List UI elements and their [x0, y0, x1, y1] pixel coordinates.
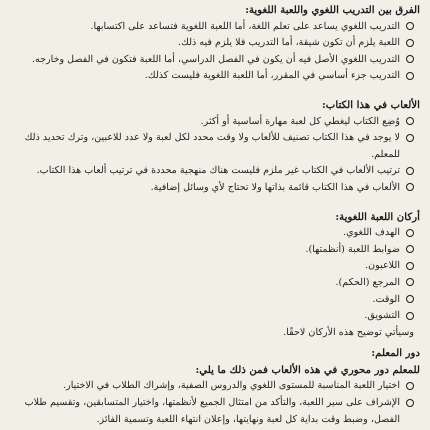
list-item — [8, 225, 420, 242]
circle-bullet-icon — [406, 39, 414, 47]
list-item-text: اللاعبون. — [365, 260, 400, 272]
list-item-text: المرجع (الحكم). — [335, 276, 400, 288]
list-item-text: ترتيب الألعاب في الكتاب غير ملزم فليست هناك منهجية محددة في ترتيب ألعاب هذا الكتاب. — [36, 165, 400, 177]
list-item-text: التدريب اللغوي الأصل فيه أن يكون في الفصل الدراسي، أما اللعبة فتكون في الفصل وخارجه. — [31, 53, 400, 65]
circle-bullet-icon — [406, 295, 414, 303]
list-item-text: الألعاب في هذا الكتاب قائمة بذاتها ولا تحتاج لأي وسائل إضافية. — [150, 181, 400, 193]
circle-bullet-icon — [406, 183, 414, 191]
circle-bullet-icon — [406, 229, 414, 237]
list-item-text: التدريب اللغوي يساعد على تعلم اللغة، أما اللعبة اللغوية فتساعد على اكتسابها. — [90, 20, 400, 32]
circle-bullet-icon — [406, 167, 414, 175]
circle-bullet-icon — [406, 382, 414, 390]
list-item-text: الوقت. — [372, 293, 400, 305]
list-item — [8, 180, 420, 197]
list-item — [8, 35, 420, 52]
circle-bullet-icon — [406, 312, 414, 320]
list-item — [8, 68, 420, 85]
circle-bullet-icon — [406, 22, 414, 30]
list-item-text: لا يوجد في هذا الكتاب تصنيف للألعاب ولا وقت محدد لكل لعبة ولا عدد للاعبين، وترك تحديد ذلك للمعلم. — [24, 132, 400, 160]
section-heading-teacher-role: دور المعلم: — [371, 347, 420, 360]
list-item — [8, 114, 420, 131]
list-item — [8, 275, 420, 292]
list-item-text: الهدف اللغوي. — [343, 227, 400, 239]
list-item-text: اختيار اللعبة المناسبة للمستوى اللغوي والدروس الصفية، وإشراك الطلاب في الاختيار. — [63, 380, 400, 392]
list-item-text: الإشراف على سير اللعبة، والتأكد من امتثال الجميع لأنظمتها، واختيار المتسابقين، وتقسيم طلاب الفصل، وضبط وقت بداية كل لعبة ونهايتها، وإعلان انتهاء اللعبة وتسمية الفائز. — [24, 397, 400, 425]
list-item-text: التشويق. — [364, 310, 400, 322]
section-intro: للمعلم دور محوري في هذه الألعاب فمن ذلك ما يلي: — [195, 363, 420, 376]
section-heading-game-pillars: أركان اللعبة اللغوية: — [335, 210, 420, 223]
list-item — [8, 258, 420, 275]
section-note: وسيأتي توضيح هذه الأركان لاحقًا. — [283, 326, 414, 338]
list-item — [8, 378, 420, 395]
list-item — [8, 19, 420, 36]
list-item-text: ضوابط اللعبة (أنظمتها). — [305, 243, 400, 255]
circle-bullet-icon — [406, 262, 414, 270]
list-item — [8, 292, 420, 309]
section-heading-differences: الفرق بين التدريب اللغوي واللعبة اللغوية: — [245, 4, 420, 16]
circle-bullet-icon — [406, 72, 414, 80]
circle-bullet-icon — [406, 245, 414, 253]
list-item — [8, 308, 420, 325]
list-item-text: التدريب جزء أساسي في المقرر، أما اللعبة اللغوية فليست كذلك. — [144, 70, 400, 82]
list-item-text: وُضِع الكتاب ليغطي كل لعبة مهارة أساسية أو أكثر. — [200, 115, 400, 127]
section-heading-games-in-book: الألعاب في هذا الكتاب: — [322, 98, 420, 111]
list-item-text: اللعبة يلزم أن تكون شيقة، أما التدريب فلا يلزم فيه ذلك. — [177, 37, 400, 49]
circle-bullet-icon — [406, 55, 414, 63]
list-item — [8, 242, 420, 259]
circle-bullet-icon — [406, 134, 414, 142]
list-item — [8, 395, 420, 428]
list-item — [8, 163, 420, 180]
list-item — [8, 52, 420, 69]
circle-bullet-icon — [406, 278, 414, 286]
list-item — [8, 130, 420, 163]
circle-bullet-icon — [406, 117, 414, 125]
circle-bullet-icon — [406, 399, 414, 407]
